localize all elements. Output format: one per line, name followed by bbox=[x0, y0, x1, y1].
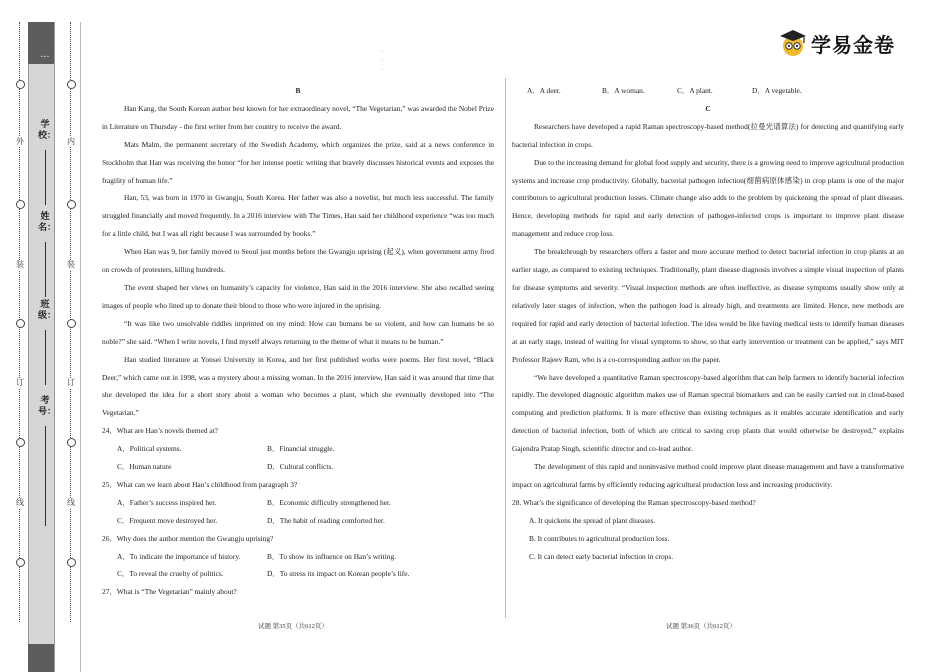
question-28: 28. What’s the significance of developing the Raman spectroscopy-based method? bbox=[512, 497, 756, 507]
q28-option-a[interactable]: A. It quickens the spread of plant diseases. bbox=[529, 515, 656, 525]
right-page-footer: 试题 第36页（共612页） bbox=[666, 623, 736, 630]
logo-text: 学易金卷 bbox=[811, 32, 895, 57]
name-label: 姓名： bbox=[38, 212, 57, 233]
right-column bbox=[512, 82, 904, 565]
section-heading-c: C bbox=[705, 103, 711, 113]
q26-option-d[interactable]: D．To stress its impact on Korean people’s life. bbox=[267, 569, 410, 579]
inner-mark-2: 装 bbox=[64, 260, 78, 270]
paragraph: Researchers have developed a rapid Raman spectroscopy-based method(拉曼光谱算法) for detecting and quantifying early bacterial infection in crops. bbox=[512, 121, 904, 149]
q27-option-b[interactable]: B．A woman. bbox=[602, 86, 645, 95]
outer-dotted-line bbox=[13, 22, 27, 622]
q25-option-b[interactable]: B．Economic difficulty strengthened her. bbox=[267, 497, 391, 507]
logo bbox=[778, 28, 895, 58]
inner-mark-4: 线 bbox=[64, 498, 78, 508]
inner-dotted-line bbox=[64, 22, 78, 622]
q25-option-c[interactable]: C．Frequent move destroyed her. bbox=[117, 515, 218, 525]
paragraph: “We have developed a quantitative Raman spectroscopy-based algorithm that can help farmers to identify bacterial infection rapidly. The developed diagnostic algorithm makes use of Raman spectral biomarkers and can be easily carried out in cloud-based computing and prediction platforms. It is more effective than existing techniques as it enables accurate identification and early detection of bacterial infection, both of which are critical to saving crop plants that would otherwise be destroyed,” explains Gajendra Pratap Singh, scientific director and co-lead author. bbox=[512, 372, 904, 454]
class-label: 班级： bbox=[38, 300, 57, 321]
paragraph: The development of this rapid and noninvasive method could improve plant disease management and have a transformative impact on agricultural farms by efficiently reducing agricultural production loss and increasing productivity. bbox=[512, 462, 904, 489]
outer-mark-4: 线 bbox=[13, 498, 27, 508]
left-column bbox=[102, 82, 494, 601]
binding-margin bbox=[0, 0, 80, 672]
paragraph: Mats Malm, the permanent secretary of the Swedish Academy, which organizes the prize, said at a news conference in Stockholm that Han was receiving the honor “for her intense poetic writing that bravely discusses historical events and exposes the fragility of human life.” bbox=[102, 139, 494, 185]
q27-option-d[interactable]: D．A vegetable. bbox=[752, 86, 802, 95]
q24-option-b[interactable]: B．Financial struggle. bbox=[267, 444, 335, 454]
paragraph: The breakthrough by researchers offers a faster and more accurate method to detect bacterial infection in crop plants at an earlier stage, as compared to existing techniques. Traditionally, plant disease diagnosis involves a simple visual inspection of plants for disease symptoms and severity. “Visual inspection methods are often ineffective, as disease symptoms usually show only at relatively later stages of infection, when the pathogen load is already high, and treatments are limited. Hence, new methods are required for rapid and early detection of bacterial infection. The idea would be like having medical tests to identify human diseases at an early stage, instead of waiting for visual symptoms to show, so that early intervention or treatment can be applied,” says MIT Professor Rajeev Ram, who is a co-corresponding author on the paper. bbox=[512, 247, 904, 364]
q27-option-c[interactable]: C．A plant. bbox=[677, 86, 713, 95]
exam-number-line bbox=[45, 426, 46, 526]
top-dots: … bbox=[40, 50, 50, 60]
paragraph: Due to the increasing demand for global food supply and security, there is a growing need to improve agricultural production systems and increase crop productivity. Globally, bacterial pathogen infection(细菌病原体感染) in crop plants is one of the major contributors to agricultural production losses. Climate change also adds to the problem by quickening the spread of plant diseases. Hence, developing methods for rapid and early detection of pathogen-infected crops is important to improve plant disease management and reduce crop loss. bbox=[512, 157, 904, 239]
q28-option-c[interactable]: C. It can detect early bacterial infection in crops. bbox=[529, 551, 674, 561]
section-heading-b: B bbox=[295, 86, 301, 95]
question-24: 24．What are Han’s novels themed at? bbox=[102, 426, 218, 436]
q27-option-a[interactable]: A．A deer. bbox=[527, 86, 561, 95]
q25-option-d[interactable]: D．The habit of reading comforted her. bbox=[267, 515, 385, 525]
outer-mark-2: 装 bbox=[13, 260, 27, 270]
inner-mark-3: 订 bbox=[64, 378, 78, 388]
q28-option-b[interactable]: B. It contributes to agricultural production loss. bbox=[529, 533, 670, 543]
school-label: 学校： bbox=[38, 120, 57, 141]
q26-option-b[interactable]: B．To show its influence on Han’s writing. bbox=[267, 551, 397, 561]
decorative-dots: · · · bbox=[381, 49, 383, 73]
outer-mark-3: 订 bbox=[13, 378, 27, 388]
q24-option-d[interactable]: D．Cultural conflicts. bbox=[267, 462, 334, 472]
paragraph: When Han was 9, her family moved to Seoul just months before the Gwangju uprising (起义), when government army fired on crowds of protesters, killing hundreds. bbox=[102, 247, 494, 275]
question-26: 26．Why does the author mention the Gwangju uprising? bbox=[102, 533, 274, 543]
question-27: 27．What is “The Vegetarian” mainly about? bbox=[102, 587, 237, 597]
q24-option-a[interactable]: A．Political systems. bbox=[117, 444, 182, 454]
graduation-cap-icon bbox=[778, 28, 808, 58]
paragraph: Han Kang, the South Korean author best known for her extraordinary novel, “The Vegetarian,” was awarded the Nobel Prize in Literature on Thursday - the first writer from her country to receive the award. bbox=[102, 103, 494, 131]
q26-option-a[interactable]: A．To indicate the importance of history. bbox=[117, 551, 241, 561]
q24-option-c[interactable]: C．Human nature bbox=[117, 462, 172, 472]
paragraph: Han, 53, was born in 1970 in Gwangju, South Korea. Her father was also a novelist, but much less successful. The family struggled financially and moved frequently. In a 2016 interview with The Times, Han said her childhood experience “was too much for a little child, but I was all right because I was surrounded by books.” bbox=[102, 193, 494, 239]
class-line bbox=[45, 330, 46, 385]
name-line bbox=[45, 242, 46, 297]
column-divider bbox=[505, 78, 506, 618]
left-page-footer: 试题 第35页（共612页） bbox=[258, 623, 328, 630]
question-25: 25．What can we learn about Han’s childhood from paragraph 3? bbox=[102, 479, 298, 489]
inner-mark-1: 内 bbox=[64, 137, 78, 147]
margin-divider bbox=[80, 22, 81, 672]
paragraph: “It was like two unsolvable riddles imprinted on my mind: How can humans be so violent, and how can humans be so noble?” she said. “When I write novels, I find myself always returning to the theme of what it means to be human.” bbox=[102, 318, 494, 346]
q26-option-c[interactable]: C．To reveal the cruelty of politics. bbox=[117, 569, 224, 579]
school-line bbox=[45, 150, 46, 205]
q25-option-a[interactable]: A．Father’s success inspired her. bbox=[117, 497, 217, 507]
outer-mark-1: 外 bbox=[13, 137, 27, 147]
paragraph: Han studied literature at Yonsei University in Korea, and her first published works were poems. Her first novel, “Black Deer,” which came out in 1998, was a mystery about a missing woman. In the 2016 interview, Han said it was around that time that she developed the idea for a short story about a woman who becomes a plant, which she eventually developed into “The Vegetarian.” bbox=[102, 354, 494, 418]
paragraph: The event shaped her views on humanity’s capacity for violence, Han said in the 2016 interview. She also recalled seeing images of people who lined up to donate their blood to those who were injured in the uprising. bbox=[102, 282, 494, 310]
exam-number-label: 考号： bbox=[38, 396, 57, 417]
